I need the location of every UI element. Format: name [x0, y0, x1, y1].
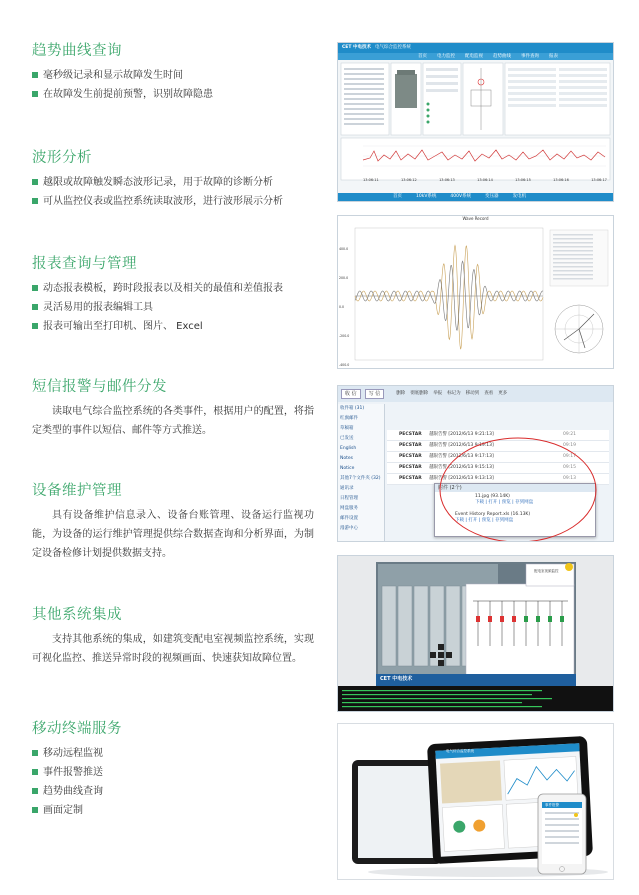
- folder-item[interactable]: Notice: [340, 466, 355, 471]
- folder-list: [338, 404, 385, 541]
- section-title: 其他系统集成: [32, 607, 122, 623]
- tick-label: 13:06:12: [401, 178, 417, 182]
- report-actions[interactable]: 下载 | 打开 | 预览 | 存到网盘: [455, 518, 514, 523]
- folder-item[interactable]: 草稿箱: [340, 426, 354, 431]
- section-mobile: [32, 720, 314, 820]
- list-item: 趋势曲线查询: [32, 782, 314, 801]
- mail-sender: PECSTAR: [399, 476, 422, 481]
- nav-tabs: [338, 53, 613, 60]
- monitor-panel: [338, 60, 613, 184]
- bottom-tab[interactable]: 变压器: [485, 194, 499, 199]
- tick-label: 13:06:15: [515, 178, 531, 182]
- y-label: 200.0: [339, 276, 349, 280]
- folder-item[interactable]: 红旗邮件: [340, 416, 358, 421]
- bullet-list: [32, 279, 314, 336]
- video-scene: [338, 556, 613, 686]
- toolbar-button[interactable]: 移动到: [465, 391, 480, 396]
- tab[interactable]: 趋势曲线: [493, 53, 511, 59]
- list-item: 毫秒级记录和显示故障发生时间: [32, 66, 314, 85]
- mail-time: 09:17: [563, 454, 576, 459]
- folder-item[interactable]: 漫游中心: [340, 526, 358, 531]
- bottom-tab[interactable]: 首页: [393, 194, 402, 199]
- mail-screenshot: [337, 385, 614, 542]
- section-paragraph: 具有设备维护信息录入、设备台账管理、设备运行监视功能，为设备的运行维护管理提供综合数据查询和分析界面，为制定设备检修计划提供数据支持。: [32, 510, 314, 559]
- mail-header: [338, 386, 613, 402]
- section-title: 移动终端服务: [32, 721, 122, 737]
- section-trend: [32, 42, 314, 104]
- y-label: -200.0: [339, 334, 350, 338]
- app-title: 电气综合监控系统: [375, 45, 412, 50]
- video-screenshot: [337, 555, 614, 712]
- folder-item[interactable]: Notes: [340, 456, 353, 461]
- toolbar: [396, 391, 507, 397]
- mail-sender: PECSTAR: [399, 432, 422, 437]
- wave-plot: [338, 222, 613, 367]
- toolbar-button[interactable]: 查看: [484, 391, 494, 396]
- devices-illustration: [338, 724, 613, 879]
- list-item: 灵活易用的报表编辑工具: [32, 298, 314, 317]
- folder-item[interactable]: 已发送: [340, 436, 354, 441]
- toolbar-button[interactable]: 彻底删除: [410, 391, 429, 396]
- folder-item[interactable]: English: [340, 446, 357, 451]
- folder-item[interactable]: 收件箱 (31): [340, 406, 365, 411]
- attachment-popup: [434, 483, 596, 537]
- tick-label: 13:06:11: [363, 178, 379, 182]
- waveform-screenshot: [337, 215, 614, 369]
- tick-label: 13:06:16: [553, 178, 569, 182]
- list-item: 越限或故障触发瞬态波形记录，用于故障的诊断分析: [32, 173, 314, 192]
- section-integration: [32, 606, 314, 668]
- table-row[interactable]: [387, 441, 609, 452]
- toolbar-button[interactable]: 更多: [498, 391, 508, 396]
- folder-item[interactable]: 其他7个文件夹 (32): [340, 476, 381, 481]
- toolbar-button[interactable]: 举报: [433, 391, 443, 396]
- bottom-tab[interactable]: 400V系统: [450, 194, 472, 199]
- toolbar-button[interactable]: 标记为: [447, 391, 461, 396]
- tick-label: 13:06:17: [591, 178, 607, 182]
- folder-item[interactable]: 邮件设置: [340, 516, 358, 521]
- tick-label: 13:06:14: [477, 178, 493, 182]
- section-title: 趋势曲线查询: [32, 43, 122, 59]
- list-item: 画面定制: [32, 801, 314, 820]
- attachment-actions[interactable]: 下载 | 打开 | 预览 | 存到网盘: [475, 500, 534, 505]
- list-item: 在故障发生前提前预警，识别故障隐患: [32, 85, 314, 104]
- tab[interactable]: 配电监视: [465, 53, 483, 59]
- section-title: 设备维护管理: [32, 483, 122, 499]
- panel-title: 配电室视频监控: [534, 569, 559, 573]
- mail-sender: PECSTAR: [399, 465, 422, 470]
- event-log: [338, 686, 613, 711]
- list-item: 移动远程监视: [32, 744, 314, 763]
- bullet-list: [32, 66, 314, 104]
- tab[interactable]: 首页: [418, 53, 427, 59]
- list-item: 动态报表模板，跨时段报表以及相关的最值和差值报表: [32, 279, 314, 298]
- mail-subject: 越限告警 [2012/6/13 9:17:13]: [429, 454, 494, 459]
- mail-subject: 越限告警 [2012/6/13 9:13:13]: [429, 476, 494, 481]
- section-waveform: [32, 149, 314, 211]
- tab[interactable]: 电力监控: [437, 53, 455, 59]
- toolbar-button[interactable]: 删除: [396, 391, 406, 396]
- mail-time: 09:13: [563, 476, 576, 481]
- bottom-tab[interactable]: 发电机: [512, 194, 527, 199]
- section-paragraph: 支持其他系统的集成，如建筑变配电室视频监控系统，实现可视化监控、推送异常时段的视频画面、快速获知故障位置。: [32, 634, 314, 664]
- y-label: 400.0: [339, 247, 349, 251]
- section-sms-alarm: [32, 378, 314, 440]
- wave-title: Wave Record: [462, 216, 489, 221]
- mail-sender: PECSTAR: [399, 443, 422, 448]
- list-item: 事件报警推送: [32, 763, 314, 782]
- section-title: 报表查询与管理: [32, 256, 137, 272]
- app-header: [338, 43, 613, 53]
- tab[interactable]: 报表: [549, 53, 558, 59]
- mail-subject: 越限告警 [2012/6/13 9:19:13]: [429, 443, 494, 448]
- mail-time: 09:21: [563, 432, 576, 437]
- mail-time: 09:19: [563, 443, 576, 448]
- folder-item[interactable]: 日程管理: [340, 496, 358, 501]
- section-title: 短信报警与邮件分发: [32, 379, 167, 395]
- table-row[interactable]: [387, 463, 609, 474]
- app-logo: CET 中电技术: [342, 45, 372, 50]
- y-label: -400.0: [339, 363, 350, 367]
- report-name: Event History Report.xls (16.13K): [455, 512, 531, 517]
- table-row[interactable]: [387, 452, 609, 463]
- list-item: 可从监控仪表或监控系统读取波形，进行波形展示分析: [32, 192, 314, 211]
- section-paragraph: 读取电气综合监控系统的各类事件，根据用户的配置，将指定类型的事件以短信、邮件等方式推送。: [32, 406, 314, 436]
- bottom-tab[interactable]: 10kV系统: [416, 194, 437, 199]
- section-report: [32, 255, 314, 336]
- attachment-name: 11.jpg (93.14K): [475, 494, 510, 499]
- section-title: 波形分析: [32, 150, 92, 166]
- tab[interactable]: 事件查询: [521, 53, 539, 59]
- list-item: 报表可输出至打印机、图片、 Excel: [32, 317, 314, 336]
- popup-title: 附件 (2个): [435, 484, 595, 492]
- bullet-list: [32, 744, 314, 820]
- bottom-tabs: [338, 193, 613, 201]
- bullet-list: [32, 173, 314, 211]
- mail-time: 09:15: [563, 465, 576, 470]
- tick-label: 13:06:13: [439, 178, 455, 182]
- receive-button[interactable]: 收 信: [341, 389, 361, 399]
- mail-subject: 越限告警 [2012/6/13 9:21:13]: [429, 432, 494, 437]
- video-logo: CET 中电技术: [380, 676, 413, 682]
- mail-sender: PECSTAR: [399, 454, 422, 459]
- folder-item[interactable]: 通讯录: [340, 486, 354, 491]
- compose-button[interactable]: 写 信: [365, 389, 385, 399]
- trend-screenshot: [337, 42, 614, 202]
- mail-subject: 越限告警 [2012/6/13 9:15:13]: [429, 465, 494, 470]
- section-maintenance: [32, 482, 314, 563]
- folder-item[interactable]: 网盘服务: [340, 506, 358, 511]
- y-label: 0.0: [339, 305, 345, 309]
- phone-title: 事件报警: [545, 803, 559, 807]
- mobile-screenshot: [337, 723, 614, 880]
- tablet-title: 电气综合监控系统: [446, 749, 474, 753]
- message-list: [387, 430, 609, 485]
- table-row[interactable]: [387, 430, 609, 441]
